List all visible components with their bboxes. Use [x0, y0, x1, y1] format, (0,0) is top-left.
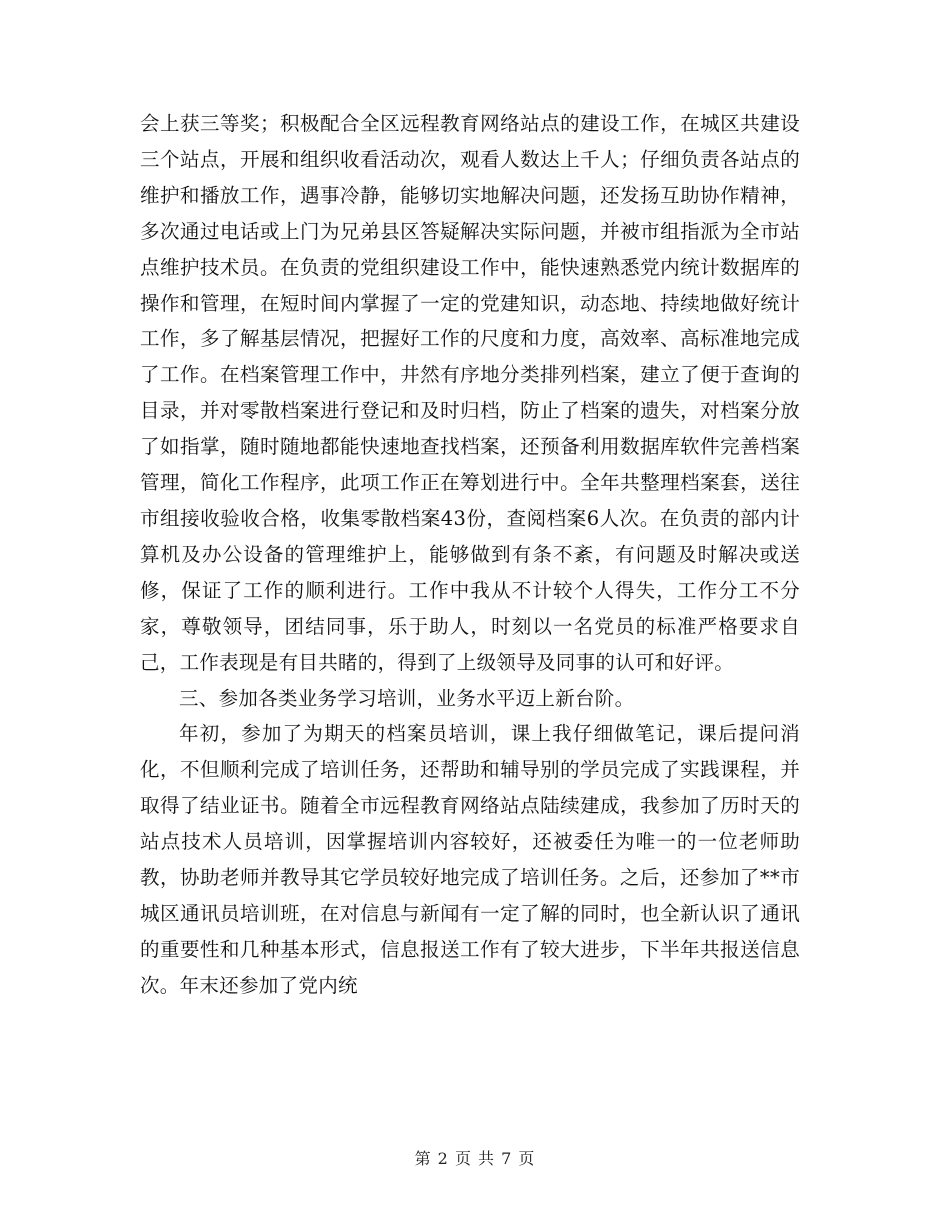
- page-number-footer: 第 2 页 共 7 页: [414, 1149, 536, 1168]
- document-body: [140, 106, 800, 1004]
- paragraph-training: 年初，参加了为期天的档案员培训，课上我仔细做笔记，课后提问消化，不但顺利完成了培训任务，还帮助和辅导别的学员完成了实践课程，并取得了结业证书。随着全市远程教育网络站点陆续建成，我参加了历时天的站点技术人员培训，因掌握培训内容较好，还被委任为唯一的一位老师助教，协助老师并教导其它学员较好地完成了培训任务。之后，还参加了**市城区通讯员培训班，在对信息与新闻有一定了解的同时，也全新认识了通讯的重要性和几种基本形式，信息报送工作有了较大进步，下半年共报送信息次。年末还参加了党内统: [140, 722, 800, 997]
- paragraph-work-summary: 会上获三等奖；积极配合全区远程教育网络站点的建设工作，在城区共建设三个站点，开展和组织收看活动次，观看人数达上千人；仔细负责各站点的维护和播放工作，遇事冷静，能够切实地解决问题，还发扬互助协作精神，多次通过电话或上门为兄弟县区答疑解决实际问题，并被市组指派为全市站点维护技术员。在负责的党组织建设工作中，能快速熟悉党内统计数据库的操作和管理，在短时间内掌握了一定的党建知识，动态地、持续地做好统计工作，多了解基层情况，把握好工作的尺度和力度，高效率、高标准地完成了工作。在档案管理工作中，井然有序地分类排列档案，建立了便于查询的目录，并对零散档案进行登记和及时归档，防止了档案的遗失，对档案分放了如指掌，随时随地都能快速地查找档案，还预备利用数据库软件完善档案管理，简化工作程序，此项工作正在筹划进行中。全年共整理档案套，送往市组接收验收合格，收集零散档案43份，查阅档案6人次。在负责的部内计算机及办公设备的管理维护上，能够做到有条不紊，有问题及时解决或送修，保证了工作的顺利进行。工作中我从不计较个人得失，工作分工不分家，尊敬领导，团结同事，乐于助人，时刻以一名党员的标准严格要求自己，工作表现是有目共睹的，得到了上级领导及同事的认可和好评。: [140, 112, 800, 674]
- section-heading-training: 三、参加各类业务学习培训，业务水平迈上新台阶。: [179, 686, 635, 710]
